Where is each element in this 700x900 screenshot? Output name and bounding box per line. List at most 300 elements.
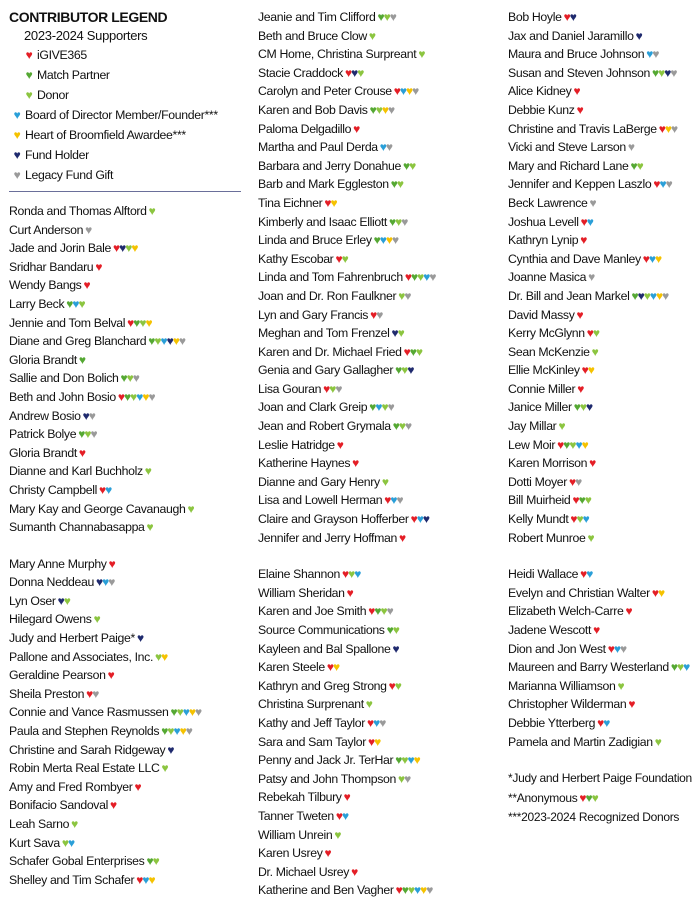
donor-entry: [508, 380, 698, 399]
legend-item: [9, 145, 244, 165]
gold-heart-icon: ♥: [179, 724, 186, 739]
donor-entry: [258, 714, 500, 733]
donor-entry: [508, 120, 698, 139]
gray-heart-icon: ♥: [92, 686, 99, 701]
donor-entry: [258, 138, 500, 157]
blue-heart-icon: ♥: [173, 724, 180, 739]
heart-icons: [369, 29, 375, 43]
lightgreen-heart-icon: ♥: [654, 734, 661, 749]
donor-name: Vicki and Steve Larson: [508, 140, 626, 155]
heart-icons: [351, 865, 357, 879]
legend-item-label: Donor: [37, 88, 69, 102]
gray-heart-icon: ♥: [85, 222, 92, 237]
donor-entry: [258, 194, 500, 213]
donor-entry: [9, 722, 244, 741]
heart-icons: [655, 735, 661, 749]
lightgreen-heart-icon: ♥: [592, 326, 600, 341]
heart-icons: [148, 334, 185, 348]
heart-icons: [395, 753, 420, 767]
red-heart-icon: ♥: [642, 251, 649, 266]
heart-icons: [342, 567, 360, 581]
donor-entry: [508, 175, 698, 194]
heart-icons: [581, 215, 593, 229]
lightgreen-heart-icon: ♥: [587, 530, 594, 545]
donor-entry: [508, 194, 698, 213]
red-heart-icon: ♥: [99, 482, 106, 497]
gold-heart-icon: ♥: [406, 84, 413, 99]
donor-entry: [258, 510, 500, 529]
legend-item: [9, 125, 244, 145]
lightgreen-heart-icon: ♥: [401, 753, 408, 768]
heart-icons: [137, 631, 143, 645]
gray-heart-icon: ♥: [386, 604, 393, 619]
heart-icons: [393, 419, 411, 433]
red-heart-icon: ♥: [353, 121, 360, 136]
lightgreen-heart-icon: ♥: [348, 567, 355, 582]
donor-entry: [9, 351, 244, 370]
donor-name: Evelyn and Christian Walter: [508, 585, 650, 600]
donor-name: Beth and Bruce Clow: [258, 28, 367, 43]
donor-name: Katherine and Ben Vagher: [258, 883, 394, 898]
donor-name: Source Communications: [258, 623, 385, 637]
heart-icons: [628, 697, 634, 711]
gold-heart-icon: ♥: [142, 389, 149, 404]
gray-heart-icon: ♥: [385, 140, 393, 155]
red-heart-icon: ♥: [395, 883, 402, 898]
heart-icons: [404, 345, 422, 359]
donor-entry: [258, 788, 500, 807]
donor-entry: [9, 610, 244, 629]
green-heart-icon: ♥: [146, 854, 153, 869]
gold-heart-icon: ♥: [381, 102, 388, 117]
green-heart-icon: ♥: [78, 352, 86, 367]
heart-icons: [58, 594, 70, 608]
red-heart-icon: ♥: [336, 437, 343, 452]
red-heart-icon: ♥: [410, 512, 417, 527]
donor-entry: [508, 695, 698, 714]
donor-name: Katherine Haynes: [258, 456, 351, 471]
green-heart-icon: ♥: [133, 315, 140, 330]
red-heart-icon: ♥: [343, 790, 350, 805]
donor-name: Christy Campbell: [9, 482, 98, 497]
legend-item-label: Board of Director Member/Founder***: [25, 108, 218, 122]
green-heart-icon: ♥: [170, 705, 177, 720]
red-heart-icon: ♥: [344, 65, 352, 80]
donor-entry: [258, 361, 500, 380]
donor-name: Kathryn and Greg Strong: [258, 678, 387, 693]
donor-name: Dr. Bill and Jean Markel: [508, 288, 630, 303]
red-heart-icon: ♥: [570, 512, 577, 527]
heart-icons: [577, 103, 583, 117]
heart-icons: [608, 642, 626, 656]
donor-name: Jax and Daniel Jaramillo: [508, 28, 634, 43]
legend-divider: [9, 191, 241, 192]
heart-icons: [593, 623, 599, 637]
blue-heart-icon: ♥: [142, 872, 149, 887]
column-1: [9, 8, 244, 889]
green-heart-icon: ♥: [631, 288, 638, 303]
green-heart-icon: ♥: [652, 65, 659, 80]
donor-name: Kimberly and Isaac Elliott: [258, 214, 387, 229]
green-heart-icon: ♥: [66, 296, 73, 311]
lightgreen-heart-icon: ♥: [417, 270, 424, 285]
donor-entry: [508, 343, 698, 362]
donor-entry: [258, 380, 500, 399]
column-2: [258, 8, 500, 900]
donor-entry: [258, 82, 500, 101]
donor-name: Debbie Ytterberg: [508, 715, 596, 730]
blue-heart-icon: ♥: [586, 214, 593, 229]
green-heart-icon: ♥: [410, 270, 418, 285]
green-heart-icon: ♥: [120, 371, 127, 386]
green-heart-icon: ♥: [25, 68, 33, 82]
heart-icons: [79, 353, 85, 367]
donor-entry: [9, 778, 244, 797]
heart-icons: [71, 817, 77, 831]
lightgreen-heart-icon: ♥: [643, 288, 650, 303]
donor-entry: [9, 573, 244, 592]
donor-entry: [508, 324, 698, 343]
heart-icons: [418, 47, 424, 61]
donor-entry: [258, 8, 500, 27]
donor-name: Lisa and Lowell Herman: [258, 493, 383, 508]
donor-entry: [258, 844, 500, 863]
donor-entry: [508, 138, 698, 157]
legend-item-label: Legacy Fund Gift: [25, 168, 114, 182]
donor-entry: [9, 592, 244, 611]
gray-heart-icon: ♥: [404, 771, 411, 786]
red-heart-icon: ♥: [83, 278, 90, 293]
donor-name: Ronda and Thomas Alftord: [9, 204, 147, 218]
navy-heart-icon: ♥: [57, 593, 64, 608]
donor-entry: [9, 629, 244, 648]
lightgreen-heart-icon: ♥: [579, 400, 587, 415]
lightgreen-heart-icon: ♥: [569, 437, 576, 452]
donor-entry: [258, 213, 500, 232]
gray-heart-icon: ♥: [426, 883, 433, 898]
donor-name: Karen Morrison: [508, 456, 588, 471]
red-heart-icon: ♥: [607, 641, 614, 656]
red-heart-icon: ♥: [117, 389, 124, 404]
donor-entry: [9, 518, 244, 537]
lightgreen-heart-icon: ♥: [154, 334, 161, 349]
gray-heart-icon: ♥: [13, 168, 21, 182]
gold-heart-icon: ♥: [655, 288, 663, 303]
red-heart-icon: ♥: [658, 121, 665, 136]
donor-name: Dion and Jon West: [508, 641, 606, 656]
donor-name: Dianne and Karl Buchholz: [9, 464, 143, 479]
green-heart-icon: ♥: [392, 419, 399, 434]
donor-name: Leah Sarno: [9, 817, 70, 831]
heart-icons: [625, 604, 631, 618]
gray-heart-icon: ♥: [575, 474, 582, 489]
red-heart-icon: ♥: [86, 686, 93, 701]
donor-entry: [258, 621, 500, 640]
donor-name: Linda and Tom Fahrenbruch: [258, 270, 403, 285]
donor-entry: [9, 555, 244, 574]
heart-icons: [396, 883, 433, 897]
donor-name: Mary and Richard Lane: [508, 158, 629, 173]
donor-entry: [9, 462, 244, 481]
donor-entry: [9, 425, 244, 444]
navy-heart-icon: ♥: [664, 65, 671, 80]
donor-entry: [508, 473, 698, 492]
donor-name: Bonifacio Sandoval: [9, 798, 108, 813]
heart-icons: [570, 512, 588, 526]
donor-entry: [508, 417, 698, 436]
donor-name: Beck Lawrence: [508, 195, 588, 210]
heart-icons: [347, 586, 353, 600]
donor-name: Susan and Steven Johnson: [508, 65, 651, 80]
donor-name: Kelly Mundt: [508, 512, 569, 527]
donor-entry: [258, 436, 500, 455]
gray-heart-icon: ♥: [619, 641, 627, 656]
navy-heart-icon: ♥: [407, 363, 414, 378]
donor-name: Connie and Vance Rasmussen: [9, 705, 169, 720]
donor-entry: [508, 45, 698, 64]
donor-entry: [258, 306, 500, 325]
gray-heart-icon: ♥: [185, 724, 192, 739]
navy-heart-icon: ♥: [392, 641, 399, 656]
green-heart-icon: ♥: [585, 790, 592, 805]
lightgreen-heart-icon: ♥: [341, 251, 348, 266]
blue-heart-icon: ♥: [603, 715, 610, 730]
heart-icons: [378, 10, 396, 24]
heart-icons: [380, 140, 392, 154]
gray-heart-icon: ♥: [671, 121, 678, 136]
lightgreen-heart-icon: ♥: [558, 419, 565, 434]
green-heart-icon: ♥: [386, 623, 393, 637]
heart-icons: [590, 196, 596, 210]
gold-heart-icon: ♥: [581, 437, 588, 452]
donor-entry: [258, 268, 500, 287]
donor-name: Diane and Greg Blanchard: [9, 334, 147, 349]
red-heart-icon: ♥: [107, 668, 114, 683]
red-heart-icon: ♥: [346, 585, 353, 600]
red-heart-icon: ♥: [324, 195, 331, 210]
spacer: [258, 547, 500, 565]
donor-name: William Unrein: [258, 827, 333, 842]
donor-name: Kerry McGlynn: [508, 326, 585, 341]
navy-heart-icon: ♥: [422, 512, 429, 527]
heart-icons: [597, 716, 609, 730]
lightgreen-heart-icon: ♥: [658, 65, 665, 80]
heart-icons: [558, 419, 564, 433]
heart-icons: [78, 427, 96, 441]
red-heart-icon: ♥: [335, 251, 342, 266]
gold-heart-icon: ♥: [145, 315, 152, 330]
heart-icons: [187, 502, 193, 516]
heart-icons: [382, 475, 388, 489]
donor-entry: [508, 287, 698, 306]
green-heart-icon: ♥: [78, 427, 85, 442]
donor-entry: [9, 685, 244, 704]
heart-icons: [631, 289, 668, 303]
gold-heart-icon: ♥: [664, 121, 672, 136]
gray-heart-icon: ♥: [429, 270, 436, 285]
heart-icons: [617, 679, 623, 693]
gold-heart-icon: ♥: [188, 705, 196, 720]
red-heart-icon: ♥: [404, 270, 411, 285]
blue-heart-icon: ♥: [375, 400, 382, 415]
heart-icons: [149, 204, 155, 218]
heart-icons: [387, 623, 399, 637]
donor-entry: [9, 500, 244, 519]
heart-icons: [135, 780, 141, 794]
donor-name: Joanne Masica: [508, 270, 587, 285]
green-heart-icon: ♥: [401, 883, 408, 898]
donor-entry: [258, 565, 500, 584]
donor-entry: [508, 714, 698, 733]
heart-icons: [592, 345, 598, 359]
heart-icons: [336, 809, 348, 823]
red-heart-icon: ♥: [370, 307, 377, 322]
heart-icons: [587, 531, 593, 545]
gray-heart-icon: ♥: [195, 705, 202, 720]
donor-name: Penny and Jack Jr. TerHar: [258, 753, 394, 768]
lightgreen-heart-icon: ♥: [375, 102, 382, 117]
red-heart-icon: ♥: [403, 344, 410, 359]
heart-icons: [155, 650, 167, 664]
donor-name: Christopher Wilderman: [508, 697, 627, 712]
legend-title: CONTRIBUTOR LEGEND: [9, 9, 168, 25]
donor-entry: [9, 481, 244, 500]
heart-icons: [110, 798, 116, 812]
heart-icons: [344, 790, 350, 804]
footnote-text: *Judy and Herbert Paige Foundation: [508, 771, 692, 786]
heart-icons: [95, 260, 101, 274]
heart-icons: [573, 84, 579, 98]
donor-name: Curt Anderson: [9, 222, 84, 237]
gray-heart-icon: ♥: [90, 427, 97, 442]
red-heart-icon: ♥: [393, 84, 400, 99]
donor-name: Pallone and Associates, Inc.: [9, 649, 154, 664]
heart-icons: [161, 724, 192, 738]
donor-name: Lisa Gouran: [258, 381, 322, 396]
blue-heart-icon: ♥: [373, 715, 380, 730]
donor-name: Larry Beck: [9, 296, 65, 311]
green-heart-icon: ♥: [369, 400, 376, 415]
blue-heart-icon: ♥: [649, 288, 656, 303]
donor-name: Patsy and John Thompson: [258, 771, 397, 786]
heart-icons: [394, 84, 419, 98]
donor-name: Robin Merta Real Estate LLC: [9, 761, 160, 776]
green-heart-icon: ♥: [403, 158, 410, 173]
lightgreen-heart-icon: ♥: [591, 344, 598, 359]
heart-icons: [118, 390, 155, 404]
donor-name: Karen and Dr. Michael Fried: [258, 344, 402, 359]
red-heart-icon: ♥: [628, 697, 635, 712]
donor-name: Kathy and Jeff Taylor: [258, 715, 366, 730]
gold-heart-icon: ♥: [148, 872, 155, 887]
blue-heart-icon: ♥: [399, 84, 407, 99]
donor-entry: [508, 529, 698, 548]
lightgreen-heart-icon: ♥: [398, 288, 405, 303]
heart-icons: [671, 660, 689, 674]
donor-name: Lyn Oser: [9, 593, 56, 608]
legend-item: [21, 85, 244, 105]
legend-item: [9, 165, 244, 185]
gray-heart-icon: ♥: [178, 334, 185, 349]
blue-heart-icon: ♥: [659, 177, 666, 192]
donor-entry: [9, 314, 244, 333]
donor-entry: [508, 101, 698, 120]
heart-icons: [162, 761, 168, 775]
red-heart-icon: ♥: [113, 241, 120, 256]
heart-icons: [86, 687, 98, 701]
red-heart-icon: ♥: [95, 259, 102, 274]
heart-icons: [327, 660, 339, 674]
green-heart-icon: ♥: [369, 102, 376, 117]
heart-icons: [136, 873, 154, 887]
gold-heart-icon: ♥: [587, 363, 594, 378]
green-heart-icon: ♥: [390, 177, 397, 192]
donor-entry: [258, 120, 500, 139]
blue-heart-icon: ♥: [136, 389, 143, 404]
heart-icons: [370, 308, 382, 322]
green-heart-icon: ♥: [563, 437, 570, 452]
green-heart-icon: ♥: [374, 604, 381, 619]
donor-name: Carolyn and Peter Crouse: [258, 84, 392, 99]
gray-heart-icon: ♥: [376, 307, 383, 322]
heart-icons: [62, 836, 74, 850]
donor-name: Janice Miller: [508, 400, 572, 415]
legend-item-label: Heart of Broomfield Awardee***: [25, 128, 186, 142]
blue-heart-icon: ♥: [160, 334, 167, 349]
red-heart-icon: ♥: [326, 660, 334, 675]
donor-name: Cynthia and Dave Manley: [508, 251, 641, 266]
donor-name: Joshua Levell: [508, 214, 579, 229]
donor-name: Jennie and Tom Belval: [9, 315, 126, 330]
donor-entry: [9, 852, 244, 871]
navy-heart-icon: ♥: [586, 400, 593, 415]
donor-entry: [258, 863, 500, 882]
donor-entry: [9, 258, 244, 277]
red-heart-icon: ♥: [579, 790, 586, 805]
donor-entry: [9, 648, 244, 667]
lightgreen-heart-icon: ♥: [418, 47, 425, 62]
donor-name: Barb and Mark Eggleston: [258, 177, 389, 192]
lightgreen-heart-icon: ♥: [357, 65, 364, 80]
red-heart-icon: ♥: [580, 214, 587, 229]
red-heart-icon: ♥: [580, 233, 587, 248]
heart-icons: [399, 531, 405, 545]
donor-name: Schafer Gobal Enterprises: [9, 854, 145, 869]
green-heart-icon: ♥: [388, 214, 396, 229]
donor-entry: [258, 64, 500, 83]
lightgreen-heart-icon: ♥: [63, 593, 70, 608]
donor-entry: [258, 733, 500, 752]
donor-name: Mary Kay and George Cavanaugh: [9, 501, 186, 516]
red-heart-icon: ♥: [367, 715, 374, 730]
donor-name: Claire and Grayson Hofferber: [258, 512, 409, 527]
lightgreen-heart-icon: ♥: [61, 835, 68, 850]
donor-entry: [258, 454, 500, 473]
lightgreen-heart-icon: ♥: [383, 10, 390, 24]
donor-name: Ellie McKinley: [508, 363, 580, 378]
donor-entry: [258, 417, 500, 436]
donor-name: Beth and John Bosio: [9, 389, 116, 404]
donor-entry: [258, 529, 500, 548]
heart-icons: [580, 567, 592, 581]
donor-name: Sara and Sam Taylor: [258, 734, 366, 749]
red-heart-icon: ♥: [351, 864, 358, 879]
red-heart-icon: ♥: [597, 715, 604, 730]
donor-name: Gloria Brandt: [9, 445, 77, 460]
donor-name: Martha and Paul Derda: [258, 140, 378, 155]
donor-entry: [258, 231, 500, 250]
heart-icons: [628, 140, 634, 154]
